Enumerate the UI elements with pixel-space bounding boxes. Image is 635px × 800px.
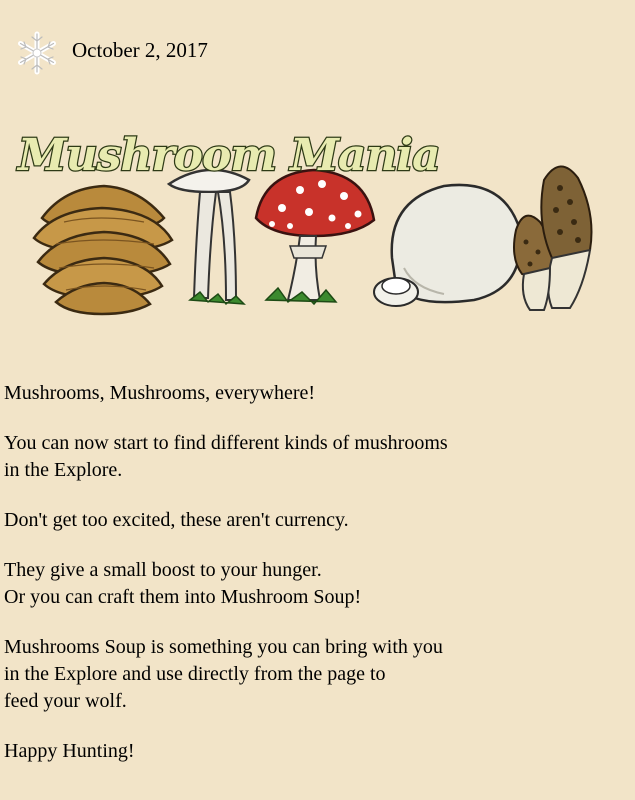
white-mushroom-icon	[169, 170, 249, 304]
post-line: Or you can craft them into Mushroom Soup!	[4, 586, 362, 608]
post-paragraph	[4, 507, 624, 534]
post-paragraph	[4, 634, 624, 715]
post-line: Happy Hunting!	[4, 740, 135, 762]
post-line: feed your wolf.	[4, 690, 127, 712]
button-mushroom-icon	[374, 185, 521, 306]
post-line: Mushrooms, Mushrooms, everywhere!	[4, 382, 316, 404]
post-body	[4, 380, 624, 788]
post-line: in the Explore.	[4, 459, 123, 481]
oyster-mushroom-icon	[34, 186, 172, 314]
post-line: Don't get too excited, these aren't currency.	[4, 509, 349, 531]
banner-title: Mushroom Mania	[18, 130, 440, 181]
post-line: in the Explore and use directly from the page to	[4, 663, 386, 685]
mushroom-mania-banner	[4, 118, 616, 318]
snowflake-icon	[14, 30, 60, 76]
post-paragraph	[4, 557, 624, 611]
post-line: Mushrooms Soup is something you can bring with you	[4, 636, 443, 658]
post-line: You can now start to find different kinds of mushrooms	[4, 432, 448, 454]
post-paragraph	[4, 430, 624, 484]
post-date: October 2, 2017	[72, 37, 208, 62]
morel-mushroom-icon	[514, 166, 592, 310]
red-mushroom-icon	[256, 170, 374, 304]
post-paragraph	[4, 380, 624, 407]
post-paragraph	[4, 738, 624, 765]
post-header	[14, 28, 208, 78]
post-line: They give a small boost to your hunger.	[4, 559, 322, 581]
